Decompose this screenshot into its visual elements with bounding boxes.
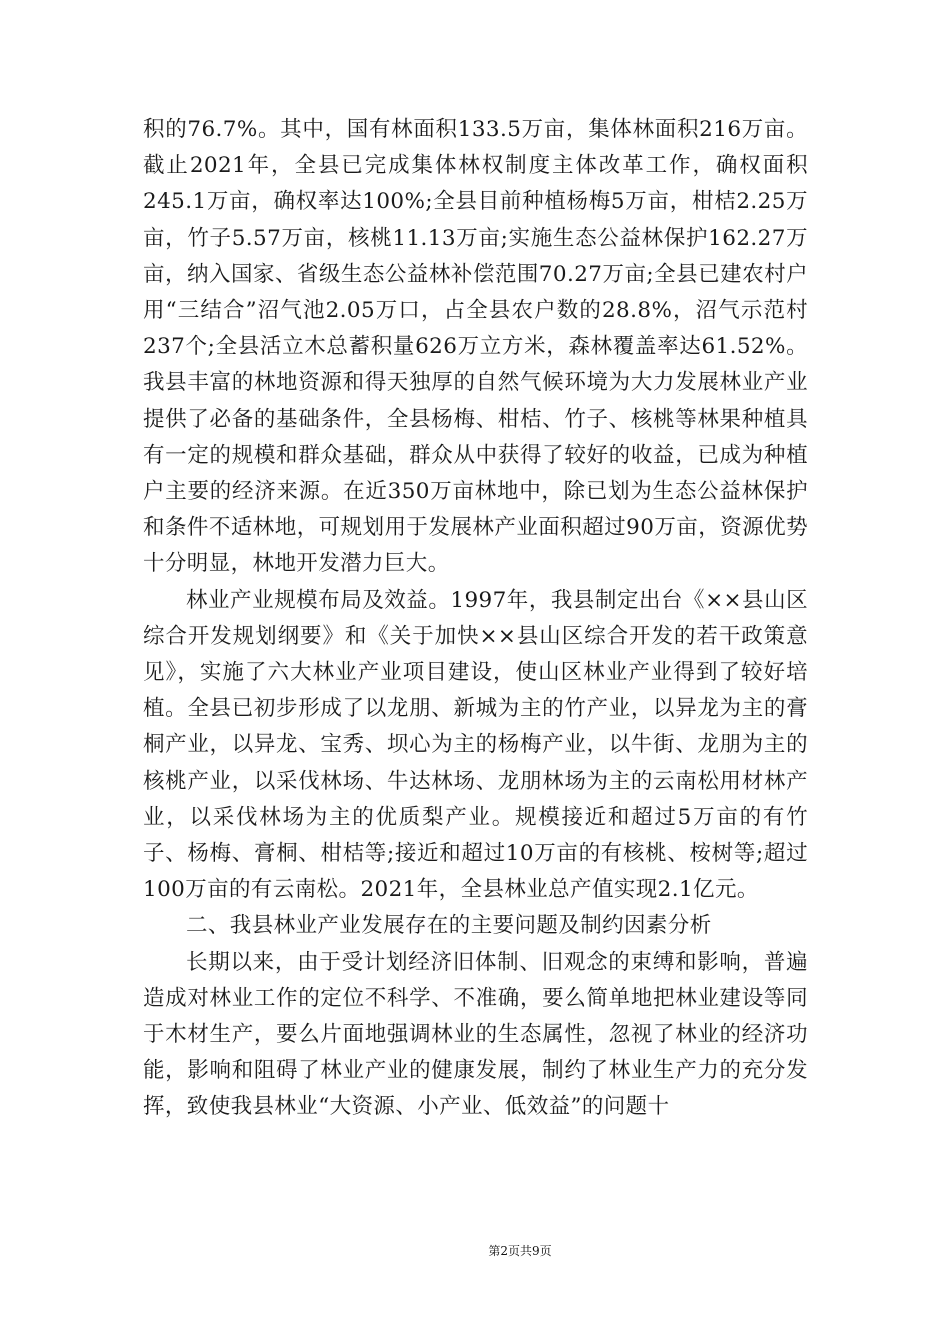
- section-heading: 二、我县林业产业发展存在的主要问题及制约因素分析: [186, 913, 712, 939]
- paragraph-forest-statistics: 积的76.7%。其中，国有林面积133.5万亩，集体林面积216万亩。截止2021年，全县已完成集体林权制度主体改革工作，确权面积245.1万亩，确权率达100%;全县目前种植杨梅5万亩，柑桔2.25万亩，竹子5.57万亩，核桃11.13万亩;实施生态公益林保护162.27万亩，纳入国家、省级生态公益林补偿范围70.27万亩;全县已建农村户用“三结合”沼气池2.05万口，占全县农户数的28.8%，沼气示范村237个;全县活立木总蓄积量626万立方米，森林覆盖率达61.52%。我县丰富的林地资源和得天独厚的自然气候环境为大力发展林业产业提供了必备的基础条件，全县杨梅、柑桔、竹子、核桃等林果种植具有一定的规模和群众基础，群众从中获得了较好的收益，已成为种植户主要的经济来源。在近350万亩林地中，除已划为生态公益林保护和条件不适林地，可规划用于发展林产业面积超过90万亩，资源优势十分明显，林地开发潜力巨大。: [143, 117, 808, 577]
- page-number: 第2页共9页: [488, 1244, 552, 1258]
- paragraph-problems: 长期以来，由于受计划经济旧体制、旧观念的束缚和影响，普遍造成对林业工作的定位不科学、不准确，要么简单地把林业建设等同于木材生产，要么片面地强调林业的生态属性，忽视了林业的经济功能，影响和阻碍了林业产业的健康发展，制约了林业生产力的充分发挥，致使我县林业“大资源、小产业、低效益”的问题十: [143, 949, 808, 1120]
- document-body: [143, 112, 808, 1126]
- paragraph-industry-layout: 林业产业规模布局及效益。1997年，我县制定出台《××县山区综合开发规划纲要》和《关于加快××县山区综合开发的若干政策意见》，实施了六大林业产业项目建设，使山区林业产业得到了较好培植。全县已初步形成了以龙朋、新城为主的竹产业，以异龙为主的膏桐产业，以异龙、宝秀、坝心为主的杨梅产业，以牛街、龙朋为主的核桃产业，以采伐林场、牛达林场、龙朋林场为主的云南松用材林产业，以采伐林场为主的优质梨产业。规模接近和超过5万亩的有竹子、杨梅、膏桐、柑桔等;接近和超过10万亩的有核桃、桉树等;超过100万亩的有云南松。2021年，全县林业总产值实现2.1亿元。: [143, 587, 808, 903]
